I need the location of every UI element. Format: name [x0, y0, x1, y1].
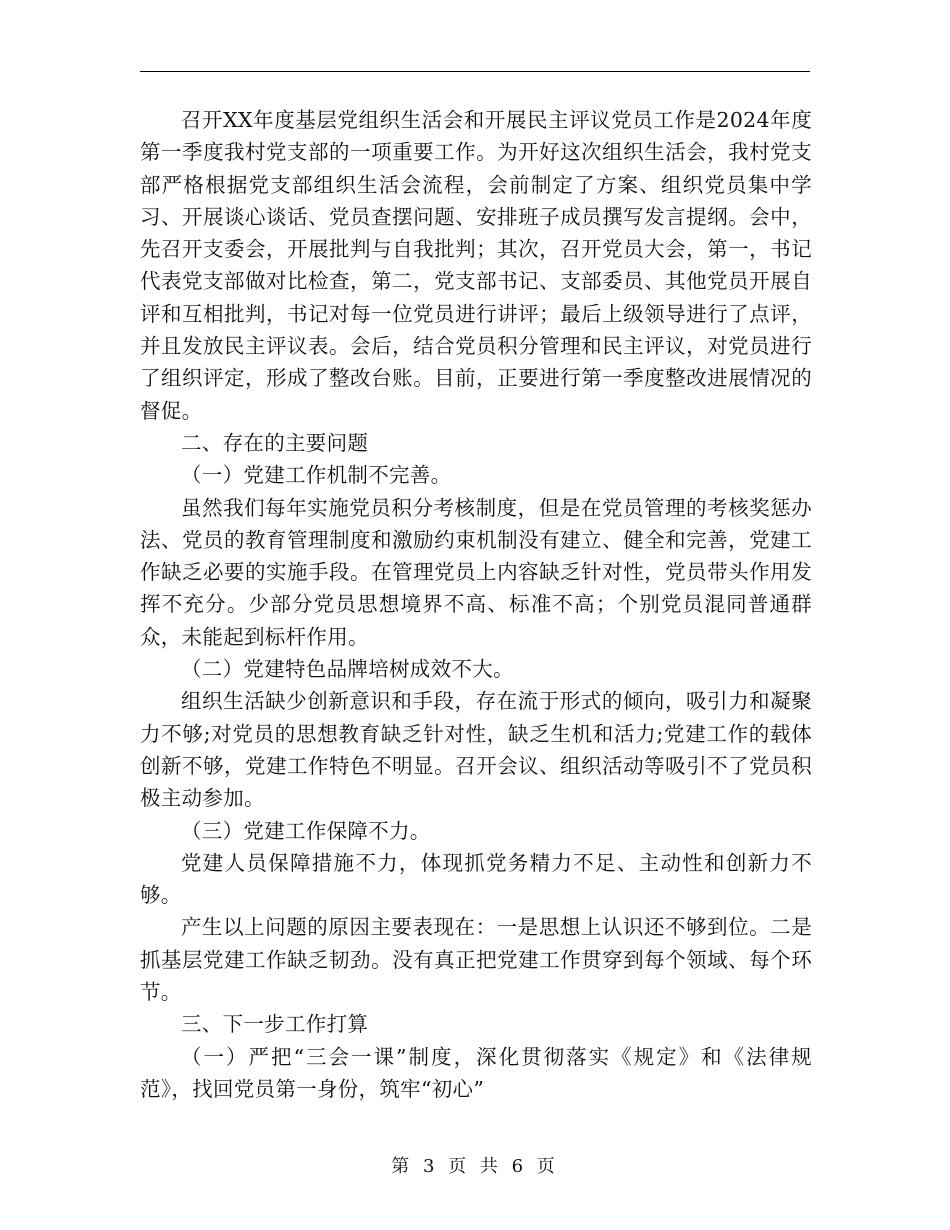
section-heading-problems: 二、存在的主要问题	[181, 430, 369, 455]
subheading-mechanism: （一）党建工作机制不完善。	[181, 463, 452, 488]
subheading-guarantee: （三）党建工作保障不力。	[181, 818, 431, 843]
subheading-brand: （二）党建特色品牌培树成效不大。	[181, 657, 514, 682]
header-rule	[140, 71, 810, 72]
section-heading-plan: 三、下一步工作打算	[181, 1012, 369, 1037]
paragraph-mechanism: 虽然我们每年实施党员积分考核制度，但是在党员管理的考核奖惩办法、党员的教育管理制度和激励约束机制没有建立、健全和完善，党建工作缺乏必要的实施手段。在管理党员上内容缺乏针对性，党员带头作用发挥不充分。少部分党员思想境界不高、标准不高；个别党员混同普通群众，未能起到标杆作用。	[140, 495, 812, 649]
page-number-footer: 第 3 页 共 6 页	[391, 1156, 559, 1177]
paragraph-brand: 组织生活缺少创新意识和手段，存在流于形式的倾向，吸引力和凝聚力不够;对党员的思想教育缺乏针对性，缺乏生机和活力;党建工作的载体创新不够，党建工作特色不明显。召开会议、组织活动等吸引不了党员积极主动参加。	[140, 689, 812, 811]
paragraph-guarantee: 党建人员保障措施不力，体现抓党务精力不足、主动性和创新力不够。	[140, 850, 812, 908]
subheading-plan-one: （一）严把“三会一课”制度，深化贯彻落实《规定》和《法律规范》，找回党员第一身份，筑牢“初心”	[140, 1044, 812, 1101]
paragraph-causes: 产生以上问题的原因主要表现在：一是思想上认识还不够到位。二是抓基层党建工作缺乏韧劲。没有真正把党建工作贯穿到每个领域、每个环节。	[140, 915, 812, 1005]
document-body	[140, 104, 812, 1105]
paragraph-intro: 召开XX年度基层党组织生活会和开展民主评议党员工作是2024年度第一季度我村党支部的一项重要工作。为开好这次组织生活会，我村党支部严格根据党支部组织生活会流程，会前制定了方案、组织党员集中学习、开展谈心谈话、党员查摆问题、安排班子成员撰写发言提纲。会中，先召开支委会，开展批判与自我批判；其次，召开党员大会，第一，书记代表党支部做对比检查，第二，党支部书记、支部委员、其他党员开展自评和互相批判，书记对每一位党员进行讲评；最后上级领导进行了点评，并且发放民主评议表。会后，结合党员积分管理和民主评议，对党员进行了组织评定，形成了整改台账。目前，正要进行第一季度整改进展情况的督促。	[140, 108, 812, 423]
